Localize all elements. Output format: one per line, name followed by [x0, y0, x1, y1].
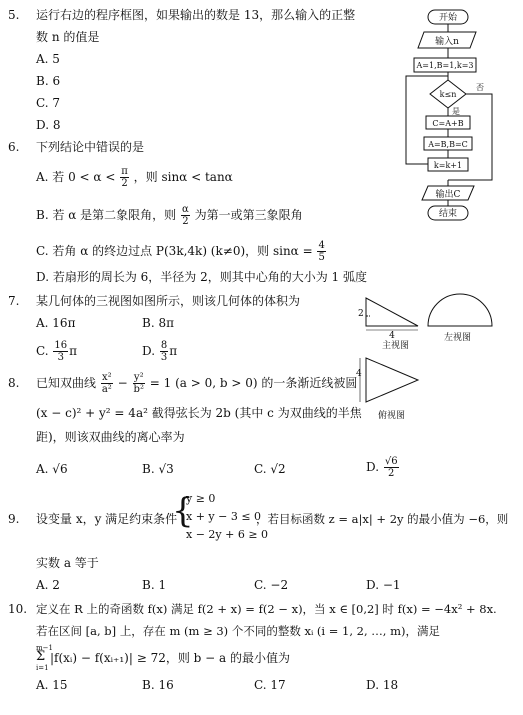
q8-line1-mid: = 1 (a > 0, b > 0) 的一条渐近线被圆 — [149, 376, 358, 390]
q7-option-c — [36, 340, 77, 363]
q8-frac1 — [101, 372, 113, 395]
q6-a-frac-den: 2 — [121, 178, 128, 189]
q8-frac2-num: y² — [133, 372, 144, 383]
q7-c-frac-den: 3 — [57, 352, 64, 363]
q10-line3: |f(xᵢ) − f(xᵢ₊₁)| ≥ 72，则 b − a 的最小值为 — [50, 651, 290, 665]
program-flowchart — [398, 4, 510, 222]
q8-d-fraction — [384, 456, 399, 479]
flow-output-text: 输出C — [435, 190, 461, 200]
q7-stem: 某几何体的三视图如图所示，则该几何体的体积为 — [36, 294, 301, 308]
q10-option-c: C. 17 — [254, 678, 286, 692]
q10-line1: 定义在 R 上的奇函数 f(x) 满足 f(2 + x) = f(2 − x)，当 x ∈ [0,2] 时 f(x) = −4x² + 8x. — [36, 602, 497, 616]
q9-constraint-1: y ≥ 0 — [186, 492, 216, 505]
q6-a-post: ，则 sinα < tanα — [133, 170, 233, 184]
q10-option-b: B. 16 — [142, 678, 174, 692]
q8-minus: − — [117, 376, 128, 390]
q8-line2: (x − c)² + y² = 4a² 截得弦长为 2b (其中 c 为双曲线的半焦 — [36, 406, 362, 420]
q7-d-fraction — [160, 340, 168, 363]
q10-sum-top: m−1 — [36, 644, 53, 652]
q5-stem-line2: 数 n 的值是 — [36, 30, 100, 44]
q8-frac2 — [133, 372, 145, 395]
q7-d-frac-den: 3 — [160, 352, 168, 363]
q8-line3: 距)，则该双曲线的离心率为 — [36, 430, 185, 444]
q10-sum-bottom: i=1 — [36, 664, 49, 672]
q6-stem: 下列结论中错误的是 — [36, 140, 145, 154]
q9-option-b: B. 1 — [142, 578, 167, 592]
side-view-shape — [428, 294, 492, 326]
q7-c-pre: C. — [36, 344, 49, 358]
q7-c-post: π — [69, 344, 78, 358]
front-view-label: 主视图 — [382, 341, 410, 351]
q7-option-b: B. 8π — [142, 316, 174, 330]
q6-c-pre: C. 若角 α 的终边过点 P(3k,4k) (k≠0)，则 sinα = — [36, 244, 313, 258]
flow-end-text: 结束 — [438, 209, 458, 219]
q8-option-d — [366, 456, 400, 479]
dim-2-label: 2 — [358, 309, 364, 319]
q8-frac1-num: x² — [102, 372, 112, 383]
q9-option-a: A. 2 — [36, 578, 60, 592]
q9-number: 9. — [8, 512, 20, 526]
q7-c-fraction — [53, 340, 68, 363]
top-view-label: 俯视图 — [378, 411, 406, 421]
q9-constraint-2: x + y − 3 ≤ 0 — [186, 510, 262, 523]
q6-option-b — [36, 204, 303, 227]
q7-option-d — [142, 340, 177, 363]
q10-line2: 若在区间 [a, b] 上，存在 m (m ≥ 3) 个不同的整数 xᵢ (i = 1, 2, …, m)，满足 — [36, 624, 441, 638]
q6-option-a — [36, 166, 233, 189]
q6-number: 6. — [8, 140, 20, 154]
dim-4-bottom-label: 4 — [389, 331, 395, 341]
flow-input-text: 输入n — [435, 37, 459, 47]
q6-option-d: D. 若扇形的周长为 6，半径为 2，则其中心角的大小为 1 弧度 — [36, 270, 367, 284]
dim-4-left-label: 4 — [356, 369, 362, 379]
q8-d-frac-den: 2 — [388, 468, 395, 479]
q10-option-d: D. 18 — [366, 678, 399, 692]
q6-c-frac-den: 5 — [318, 252, 325, 263]
q5-option-c: C. 7 — [36, 96, 61, 110]
flow-no-label: 否 — [476, 83, 484, 92]
q8-d-pre: D. — [366, 460, 380, 474]
side-view-label: 左视图 — [444, 333, 472, 343]
q6-b-fraction — [181, 204, 190, 227]
q7-number: 7. — [8, 294, 20, 308]
flow-init-text: A=1,B=1,k=3 — [416, 61, 474, 70]
q9-option-d: D. −1 — [366, 578, 401, 592]
q8-d-frac-num: √6 — [384, 456, 398, 467]
q7-c-frac-num: 16 — [54, 340, 68, 351]
q9-option-c: C. −2 — [254, 578, 289, 592]
flow-step3-text: k=k+1 — [433, 161, 463, 170]
q5-option-d: D. 8 — [36, 118, 61, 132]
q5-option-b: B. 6 — [36, 74, 61, 88]
q6-b-frac-den: 2 — [182, 216, 189, 227]
q7-option-a: A. 16π — [36, 316, 76, 330]
q10-number: 10. — [8, 602, 28, 616]
q8-frac2-den: b² — [133, 384, 144, 395]
q8-option-c: C. √2 — [254, 462, 286, 476]
q6-a-fraction — [120, 166, 129, 189]
q7-d-frac-num: 8 — [160, 340, 168, 351]
q5-option-a: A. 5 — [36, 52, 60, 66]
q6-a-frac-num: π — [121, 166, 128, 177]
q6-c-frac-num: 4 — [318, 240, 325, 251]
three-views-figure — [356, 292, 516, 422]
q5-number: 5. — [8, 8, 20, 22]
q8-line1 — [36, 372, 357, 395]
q6-option-c — [36, 240, 327, 263]
flow-step1-text: C=A+B — [432, 119, 464, 128]
q6-a-pre: A. 若 0 < α < — [36, 170, 116, 184]
flow-yes-label: 是 — [452, 107, 460, 116]
flow-start-text: 开始 — [438, 13, 458, 23]
q8-line1-pre: 已知双曲线 — [36, 376, 97, 390]
q9-constraint-3: x − 2y + 6 ≥ 0 — [186, 528, 269, 541]
q9-post: ，若目标函数 z = a|x| + 2y 的最小值为 −6，则 — [256, 512, 509, 526]
q7-d-pre: D. — [142, 344, 156, 358]
q8-option-a: A. √6 — [36, 462, 68, 476]
flow-cond-text: k≤n — [439, 90, 457, 99]
q8-frac1-den: a² — [101, 384, 112, 395]
q6-b-post: 为第一或第三象限角 — [194, 208, 303, 222]
q6-c-fraction — [317, 240, 325, 263]
q9-pre: 设变量 x，y 满足约束条件 — [36, 512, 178, 526]
q9-line2: 实数 a 等于 — [36, 556, 99, 570]
front-view-shape — [366, 298, 418, 326]
q8-number: 8. — [8, 376, 20, 390]
q8-option-b: B. √3 — [142, 462, 174, 476]
q6-b-pre: B. 若 α 是第二象限角，则 — [36, 208, 177, 222]
q9-brace: { — [172, 491, 194, 531]
q7-d-post: π — [169, 344, 178, 358]
q5-stem-line1: 运行右边的程序框图，如果输出的数是 13，那么输入的正整 — [36, 8, 356, 22]
flow-step2-text: A=B,B=C — [428, 140, 468, 149]
q6-b-frac-num: α — [182, 204, 189, 215]
q10-sum-symbol: Σ — [36, 649, 46, 664]
top-view-shape — [366, 358, 418, 402]
q10-option-a: A. 15 — [36, 678, 68, 692]
